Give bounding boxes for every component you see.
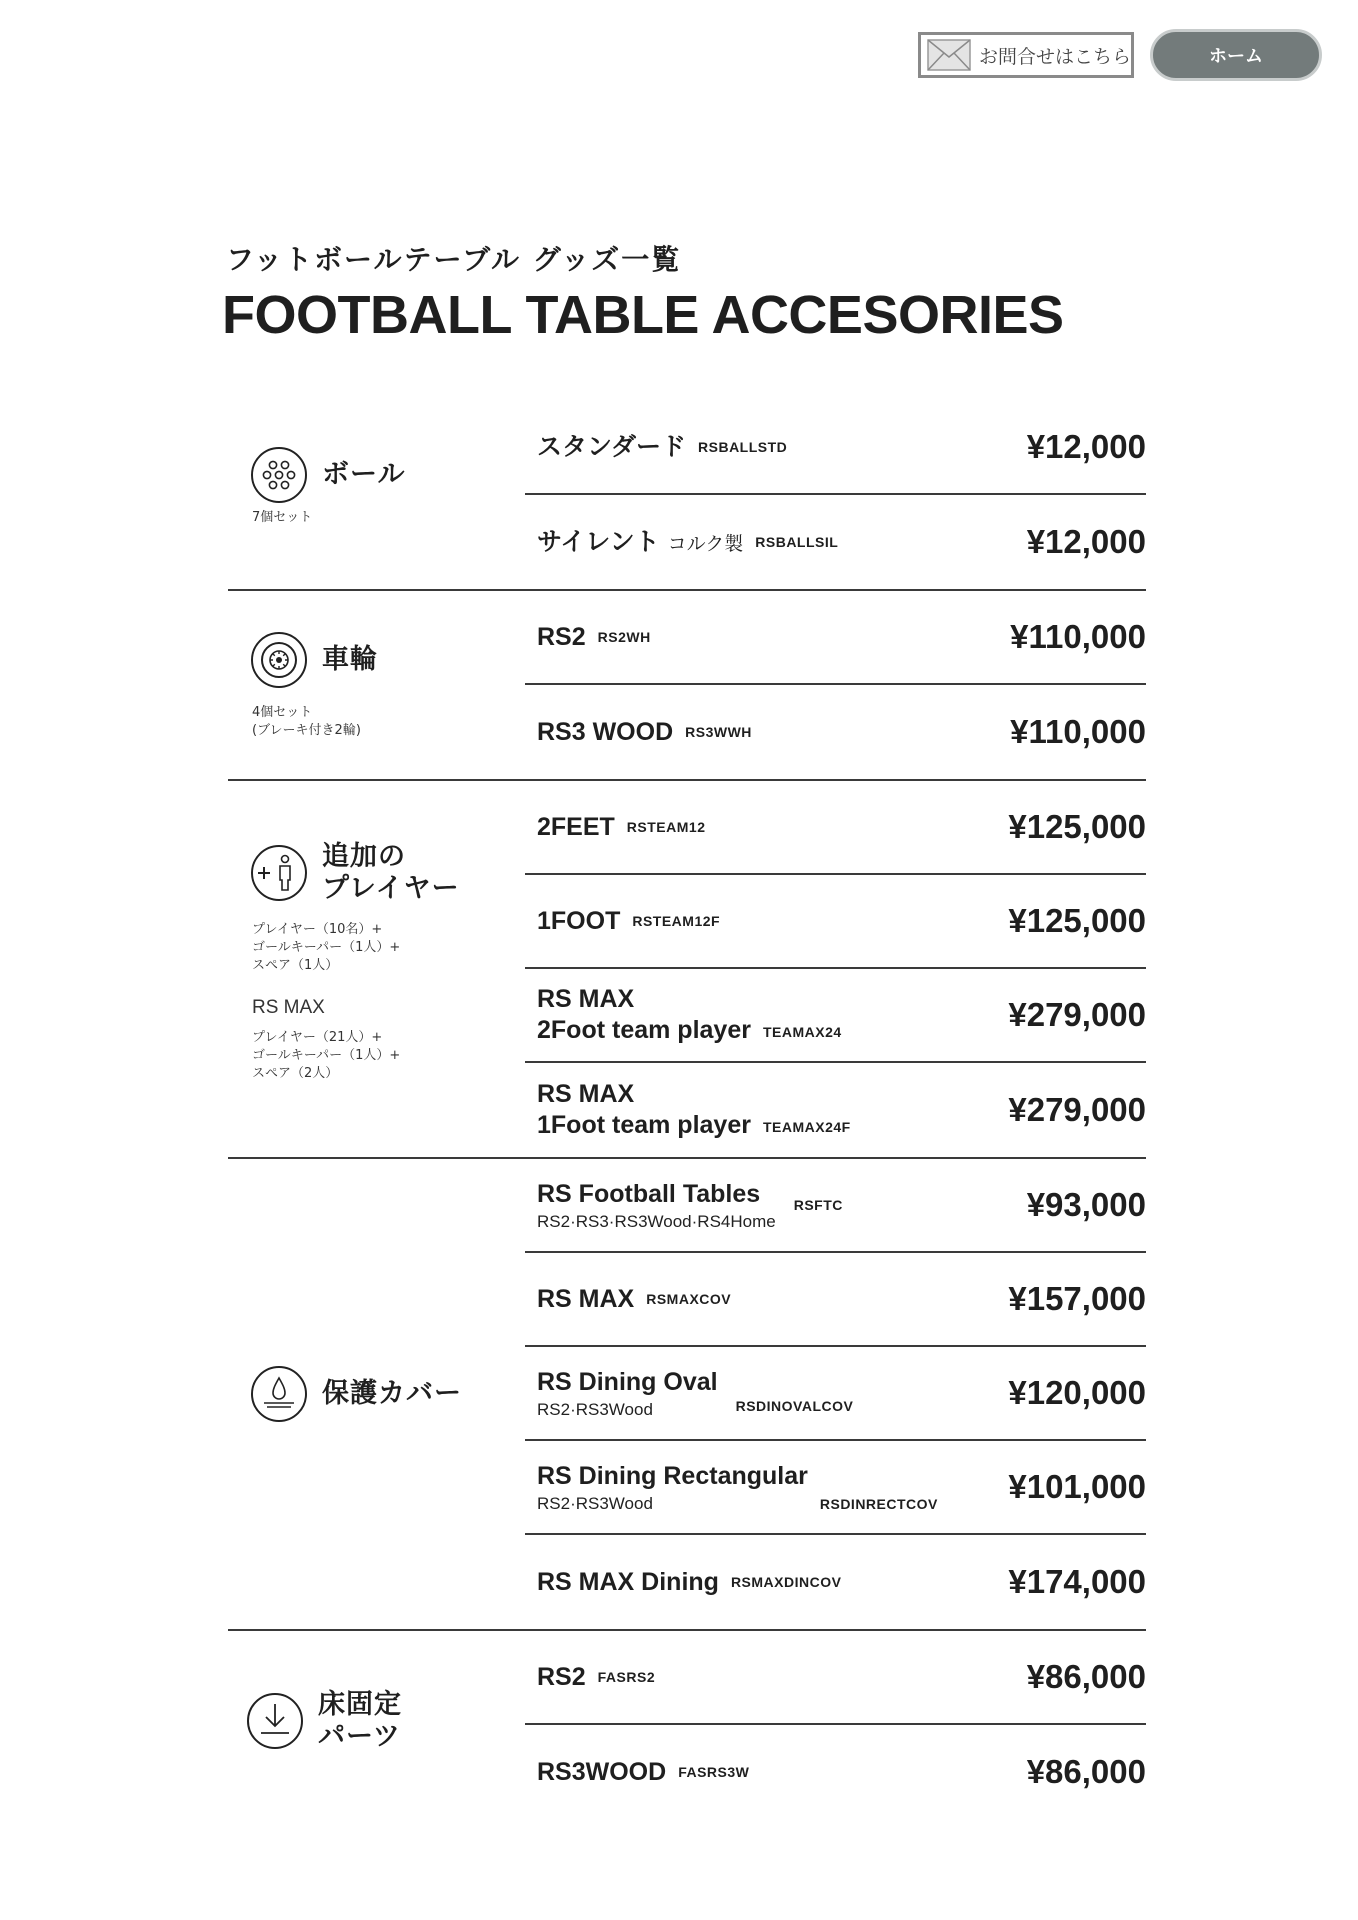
list-item [525,1631,1146,1725]
item-price: ¥86,000 [1026,1753,1146,1790]
section-wheels [228,591,1146,781]
category-players [228,781,525,1157]
item-name: サイレント [537,527,660,556]
category-title [322,841,460,905]
item-name: 2FEET [537,812,615,841]
list-item [525,495,1146,589]
item-list [525,781,1146,1157]
list-item [525,591,1146,685]
item-name: RS2 [537,622,586,651]
category-title-line: パーツ [318,1721,401,1752]
category-ball [228,401,525,589]
item-name: RS MAX [537,1284,635,1313]
category-title-line: 追加の [322,841,406,872]
item-price: ¥110,000 [1010,713,1146,750]
item-price: ¥12,000 [1026,523,1146,560]
item-name: RS Football Tables [537,1179,761,1208]
item-code: RSMAXCOV [646,1291,732,1307]
category-covers [228,1159,525,1629]
item-price: ¥125,000 [1008,808,1146,845]
category-note: 4個セット (ブレーキ付き2輪) [252,705,361,738]
item-compat: RS2·RS3Wood [537,1493,653,1513]
category-title-line: プレイヤー [322,873,460,904]
item-price: ¥110,000 [1010,618,1146,655]
list-item [525,1347,1146,1441]
item-code: RSTEAM12 [626,819,706,835]
item-price: ¥125,000 [1008,902,1146,939]
item-name: RS MAX [537,985,635,1013]
item-list [525,1159,1146,1629]
category-header [250,841,460,905]
category-title [318,1689,402,1753]
category-note-label: RS MAX [252,997,325,1018]
item-code: RSMAXDINCOV [730,1574,842,1590]
category-title: 車輪 [322,644,378,675]
cover-icon [250,1365,308,1423]
category-header [250,446,405,504]
category-header [246,1689,402,1753]
list-item [525,875,1146,969]
list-item [525,1253,1146,1347]
item-name-line2: 2Foot team player [537,1016,751,1044]
item-price: ¥120,000 [1008,1374,1146,1411]
accessory-catalog [228,401,1146,1819]
list-item [525,685,1146,779]
item-price: ¥93,000 [1026,1186,1146,1223]
section-players [228,781,1146,1159]
item-code: TEAMAX24 [762,1024,842,1040]
list-item [525,401,1146,495]
item-name-suffix: コルク製 [667,533,744,555]
item-price: ¥174,000 [1008,1563,1146,1600]
list-item [525,1063,1146,1157]
contact-button[interactable] [918,32,1134,78]
floor-fix-icon [246,1692,304,1750]
ball-icon [250,446,308,504]
item-code: FASRS3W [678,1764,750,1780]
item-price: ¥157,000 [1008,1280,1146,1317]
list-item [525,1725,1146,1819]
top-nav [918,29,1322,81]
item-code: TEAMAX24F [762,1119,851,1135]
mail-icon [927,39,971,71]
item-name: RS Dining Oval [537,1367,718,1396]
home-button[interactable]: ホーム [1150,29,1322,81]
wheel-icon [250,631,308,689]
item-price: ¥279,000 [1008,996,1146,1033]
category-note: プレイヤー（10名）+ ゴールキーパー（1人）+ スペア（1人） [252,922,401,973]
item-list [525,1631,1146,1819]
item-code: RSDINOVALCOV [735,1397,854,1414]
category-title: 保護カバー [322,1378,462,1409]
category-header [250,1365,462,1423]
item-code: RSBALLSTD [698,439,788,455]
category-wheels [228,591,525,779]
item-name: RS Dining Rectangular [537,1461,808,1490]
item-name: RS3 WOOD [537,717,674,746]
list-item [525,969,1146,1063]
item-compat: RS2·RS3·RS3Wood·RS4Home [537,1211,776,1231]
category-title-line: 床固定 [318,1689,402,1720]
page-title-jp: フットボールテーブル グッズ一覧 [226,243,682,276]
contact-button-label: お問合せはこちら [979,45,1132,68]
page-title: FOOTBALL TABLE ACCESORIES [222,285,1064,345]
item-code: RS2WH [597,629,651,645]
section-ball [228,401,1146,591]
category-title: ボール [322,459,406,490]
item-price: ¥86,000 [1026,1658,1146,1695]
item-code: RSBALLSIL [755,534,839,550]
add-player-icon [250,844,308,902]
list-item [525,1535,1146,1629]
item-name: RS2 [537,1662,586,1691]
category-header [250,631,378,689]
item-name: 1FOOT [537,906,621,935]
item-list [525,591,1146,779]
item-code: FASRS2 [597,1669,656,1685]
item-code: RS3WWH [685,724,752,740]
section-covers [228,1159,1146,1631]
list-item [525,1441,1146,1535]
item-compat: RS2·RS3Wood [537,1399,653,1419]
item-code: RSTEAM12F [632,913,721,929]
list-item [525,781,1146,875]
category-floor-fix [228,1631,525,1819]
category-note: プレイヤー（21人）+ ゴールキーパー（1人）+ スペア（2人） [252,1030,401,1081]
item-price: ¥279,000 [1008,1091,1146,1128]
section-floor-fix [228,1631,1146,1819]
item-name: RS3WOOD [537,1757,667,1786]
item-name: RS MAX [537,1080,635,1108]
category-note: 7個セット [252,510,313,525]
item-code: RSDINRECTCOV [819,1495,938,1512]
list-item [525,1159,1146,1253]
item-name: RS MAX Dining [537,1567,719,1596]
item-price: ¥101,000 [1008,1468,1146,1505]
item-name: スタンダード [537,432,687,461]
item-price: ¥12,000 [1026,428,1146,465]
item-name-line2: 1Foot team player [537,1111,751,1139]
item-list [525,401,1146,589]
item-code: RSFTC [793,1197,843,1213]
